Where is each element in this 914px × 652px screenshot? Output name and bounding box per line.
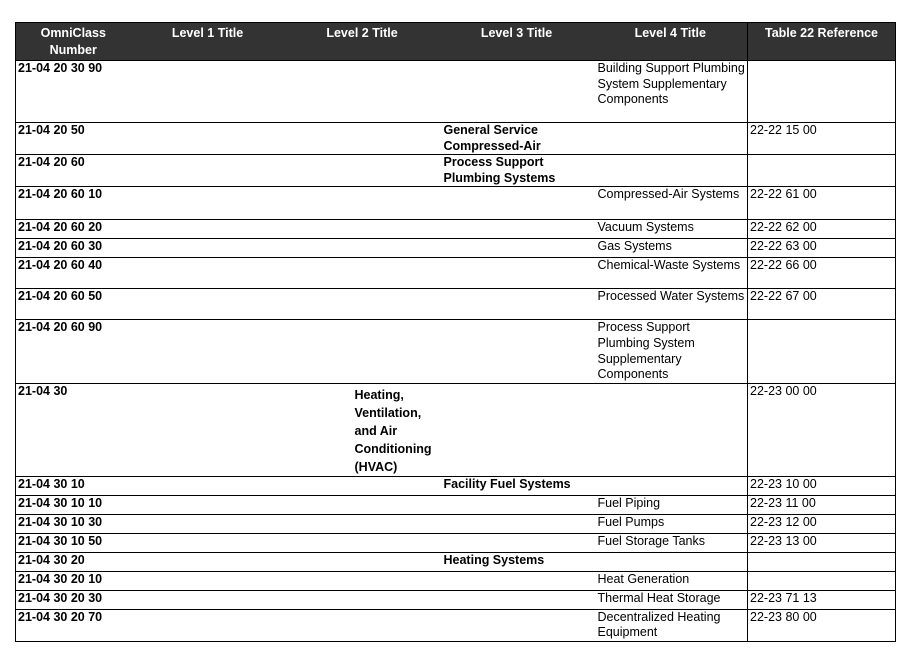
level-2-text (287, 61, 438, 63)
omniclass-number-text: 21-04 30 10 30 (18, 514, 103, 529)
level-3-cell (440, 533, 594, 552)
table-22-reference-cell (748, 552, 896, 571)
omniclass-number-text: 21-04 30 10 (18, 476, 85, 491)
level-4-cell (594, 495, 748, 514)
level-3-cell (440, 155, 594, 187)
table-22-reference-cell (748, 258, 896, 289)
omniclass-number-text: 21-04 30 10 10 (18, 495, 103, 510)
level-4-text: Vacuum Systems (597, 220, 694, 235)
table-22-reference-text: 22-23 80 00 (750, 609, 817, 624)
table-row (16, 187, 896, 220)
level-2-text (287, 515, 438, 517)
omniclass-number-text: 21-04 30 (18, 383, 68, 398)
level-4-cell (594, 123, 748, 155)
table-22-reference-cell (748, 609, 896, 641)
level-1-cell (131, 552, 285, 571)
header-level-3-title: Level 3 Title (440, 23, 594, 61)
table-22-reference-cell (748, 61, 896, 123)
header-omniclass-number: OmniClass Number (16, 23, 131, 61)
omniclass-number-text: 21-04 20 60 90 (18, 320, 103, 335)
level-4-cell (594, 187, 748, 220)
level-3-text: Facility Fuel Systems (443, 476, 571, 491)
level-4-text: Compressed-Air Systems (597, 187, 740, 202)
level-3-cell (440, 476, 594, 495)
table-22-reference-cell (748, 533, 896, 552)
omniclass-number-text: 21-04 20 60 30 (18, 239, 103, 254)
table-22-reference-text: 22-22 61 00 (750, 187, 817, 202)
table-row (16, 495, 896, 514)
table-row (16, 383, 896, 476)
level-1-cell (131, 61, 285, 123)
level-1-cell (131, 383, 285, 476)
omniclass-number-text: 21-04 30 20 10 (18, 571, 103, 586)
level-1-cell (131, 609, 285, 641)
level-3-cell (440, 320, 594, 383)
level-2-text (287, 258, 438, 260)
level-3-cell (440, 383, 594, 476)
level-2-cell (285, 514, 440, 533)
table-22-reference-text: 22-23 10 00 (750, 476, 817, 491)
level-2-cell (285, 320, 440, 383)
level-2-text (287, 477, 438, 479)
level-2-cell (285, 495, 440, 514)
table-22-reference-cell (748, 289, 896, 320)
table-22-reference-text: 22-22 67 00 (750, 289, 817, 304)
level-2-text (287, 187, 438, 189)
omniclass-number-text: 21-04 20 60 (18, 155, 85, 170)
level-2-cell (285, 609, 440, 641)
level-4-text: Fuel Pumps (597, 514, 665, 529)
level-1-cell (131, 590, 285, 609)
table-row (16, 220, 896, 239)
table-row (16, 239, 896, 258)
table-row (16, 61, 896, 123)
level-2-text: Heating, Ventilation, and Air Conditioning (HVAC) (354, 387, 432, 474)
table-22-reference-cell (748, 383, 896, 476)
table-22-reference-cell (748, 590, 896, 609)
level-3-cell (440, 258, 594, 289)
level-1-cell (131, 289, 285, 320)
table-22-reference-cell (748, 514, 896, 533)
omniclass-number-text: 21-04 20 60 40 (18, 258, 103, 273)
level-4-text: Thermal Heat Storage (597, 590, 721, 605)
omniclass-number-text: 21-04 20 60 10 (18, 187, 103, 202)
level-2-text (287, 123, 438, 125)
omniclass-number-cell (16, 590, 131, 609)
level-1-cell (131, 123, 285, 155)
level-3-text: Heating Systems (443, 552, 545, 567)
table-row (16, 155, 896, 187)
level-2-cell (285, 533, 440, 552)
level-4-cell (594, 258, 748, 289)
table-22-reference-cell (748, 495, 896, 514)
level-2-text (287, 289, 438, 291)
table-row (16, 533, 896, 552)
omniclass-table (15, 22, 896, 642)
omniclass-number-cell (16, 476, 131, 495)
level-4-cell (594, 476, 748, 495)
level-4-text: Gas Systems (597, 239, 672, 254)
level-3-cell (440, 289, 594, 320)
level-1-cell (131, 320, 285, 383)
omniclass-number-cell (16, 495, 131, 514)
level-2-cell (285, 552, 440, 571)
level-4-text: Decentralized Heating Equipment (597, 609, 721, 640)
omniclass-number-cell (16, 514, 131, 533)
table-row (16, 590, 896, 609)
level-3-cell (440, 590, 594, 609)
level-1-cell (131, 258, 285, 289)
level-3-cell (440, 609, 594, 641)
level-3-cell (440, 187, 594, 220)
level-4-cell (594, 609, 748, 641)
table-header-row (16, 23, 896, 61)
table-22-reference-cell (748, 123, 896, 155)
table-22-reference-text: 22-22 63 00 (750, 239, 817, 254)
table-22-reference-cell (748, 155, 896, 187)
level-2-cell (285, 289, 440, 320)
omniclass-number-text: 21-04 20 50 (18, 123, 85, 137)
level-4-text: Chemical-Waste Systems (597, 258, 741, 273)
omniclass-number-cell (16, 187, 131, 220)
level-1-cell (131, 476, 285, 495)
omniclass-number-cell (16, 61, 131, 123)
level-3-text: General Service Compressed-Air (443, 123, 541, 153)
level-4-text: Building Support Plumbing System Supplementary Components (597, 61, 745, 107)
table-22-reference-text: 22-23 11 00 (750, 495, 816, 510)
table-row (16, 258, 896, 289)
level-3-cell (440, 571, 594, 590)
header-level-1-title: Level 1 Title (131, 23, 285, 61)
level-3-cell (440, 514, 594, 533)
omniclass-number-cell (16, 220, 131, 239)
omniclass-number-text: 21-04 30 20 30 (18, 590, 103, 605)
level-2-text (287, 496, 438, 498)
table-22-reference-text: 22-22 66 00 (750, 258, 817, 273)
table-row (16, 320, 896, 383)
omniclass-number-cell (16, 289, 131, 320)
level-2-text (287, 155, 438, 157)
level-4-cell (594, 552, 748, 571)
level-2-text (287, 610, 438, 612)
level-2-cell (285, 590, 440, 609)
table-22-reference-cell (748, 187, 896, 220)
level-3-cell (440, 552, 594, 571)
table-row (16, 514, 896, 533)
table-22-reference-text: 22-23 13 00 (750, 533, 817, 548)
omniclass-number-text: 21-04 20 60 50 (18, 289, 103, 304)
level-4-text: Heat Generation (597, 571, 690, 586)
table-row (16, 476, 896, 495)
level-4-cell (594, 289, 748, 320)
level-4-cell (594, 383, 748, 476)
level-2-text (287, 591, 438, 593)
omniclass-number-cell (16, 571, 131, 590)
level-1-cell (131, 155, 285, 187)
level-4-cell (594, 590, 748, 609)
table-22-reference-cell (748, 476, 896, 495)
level-1-cell (131, 571, 285, 590)
omniclass-number-cell (16, 258, 131, 289)
level-4-cell (594, 155, 748, 187)
level-4-cell (594, 239, 748, 258)
level-4-cell (594, 320, 748, 383)
omniclass-number-cell (16, 155, 131, 187)
table-row (16, 289, 896, 320)
header-level-2-title: Level 2 Title (285, 23, 440, 61)
level-2-text (287, 239, 438, 241)
level-3-cell (440, 123, 594, 155)
omniclass-number-text: 21-04 30 10 50 (18, 533, 103, 548)
omniclass-number-text: 21-04 30 20 70 (18, 609, 103, 624)
table-22-reference-cell (748, 239, 896, 258)
omniclass-number-cell (16, 383, 131, 476)
level-2-text (287, 320, 438, 322)
level-4-cell (594, 571, 748, 590)
level-1-cell (131, 187, 285, 220)
level-4-text: Fuel Storage Tanks (597, 533, 705, 548)
table-22-reference-cell (748, 571, 896, 590)
level-4-text: Process Support Plumbing System Supplementary Components (597, 320, 695, 382)
table-22-reference-text: 22-23 00 00 (750, 383, 817, 398)
level-2-text (287, 220, 438, 222)
table-row (16, 123, 896, 155)
level-2-cell (285, 187, 440, 220)
level-2-text (287, 534, 438, 536)
header-level-4-title: Level 4 Title (594, 23, 748, 61)
level-2-cell (285, 239, 440, 258)
level-4-cell (594, 220, 748, 239)
omniclass-number-cell (16, 533, 131, 552)
level-1-cell (131, 220, 285, 239)
level-2-cell (285, 476, 440, 495)
omniclass-number-text: 21-04 20 60 20 (18, 220, 103, 235)
table-22-reference-text: 22-23 12 00 (750, 514, 817, 529)
level-1-cell (131, 514, 285, 533)
level-1-cell (131, 533, 285, 552)
level-2-text (287, 553, 438, 555)
level-2-cell (285, 571, 440, 590)
omniclass-number-cell (16, 239, 131, 258)
level-2-text (287, 572, 438, 574)
level-3-cell (440, 239, 594, 258)
level-2-cell (285, 220, 440, 239)
level-2-cell (285, 61, 440, 123)
table-22-reference-cell (748, 220, 896, 239)
table-row (16, 571, 896, 590)
table-22-reference-text: 22-22 62 00 (750, 220, 817, 235)
omniclass-number-cell (16, 123, 131, 155)
level-3-cell (440, 61, 594, 123)
level-3-text: Process Support Plumbing Systems (443, 155, 556, 185)
level-4-cell (594, 533, 748, 552)
level-2-cell (285, 123, 440, 155)
table-row (16, 609, 896, 641)
level-2-cell (285, 383, 440, 476)
table-row (16, 552, 896, 571)
omniclass-number-cell (16, 552, 131, 571)
level-1-cell (131, 239, 285, 258)
level-1-cell (131, 495, 285, 514)
level-4-text: Fuel Piping (597, 495, 661, 510)
table-22-reference-text: 22-22 15 00 (750, 123, 817, 137)
header-table-22-reference: Table 22 Reference (748, 23, 896, 61)
level-4-cell (594, 514, 748, 533)
level-2-cell (285, 258, 440, 289)
level-4-text: Processed Water Systems (597, 289, 745, 304)
table-22-reference-cell (748, 320, 896, 383)
level-3-cell (440, 495, 594, 514)
omniclass-number-text: 21-04 30 20 (18, 552, 85, 567)
omniclass-number-cell (16, 609, 131, 641)
table-22-reference-text: 22-23 71 13 (750, 590, 817, 605)
omniclass-number-text: 21-04 20 30 90 (18, 61, 103, 75)
level-2-cell (285, 155, 440, 187)
omniclass-number-cell (16, 320, 131, 383)
level-3-cell (440, 220, 594, 239)
level-4-cell (594, 61, 748, 123)
